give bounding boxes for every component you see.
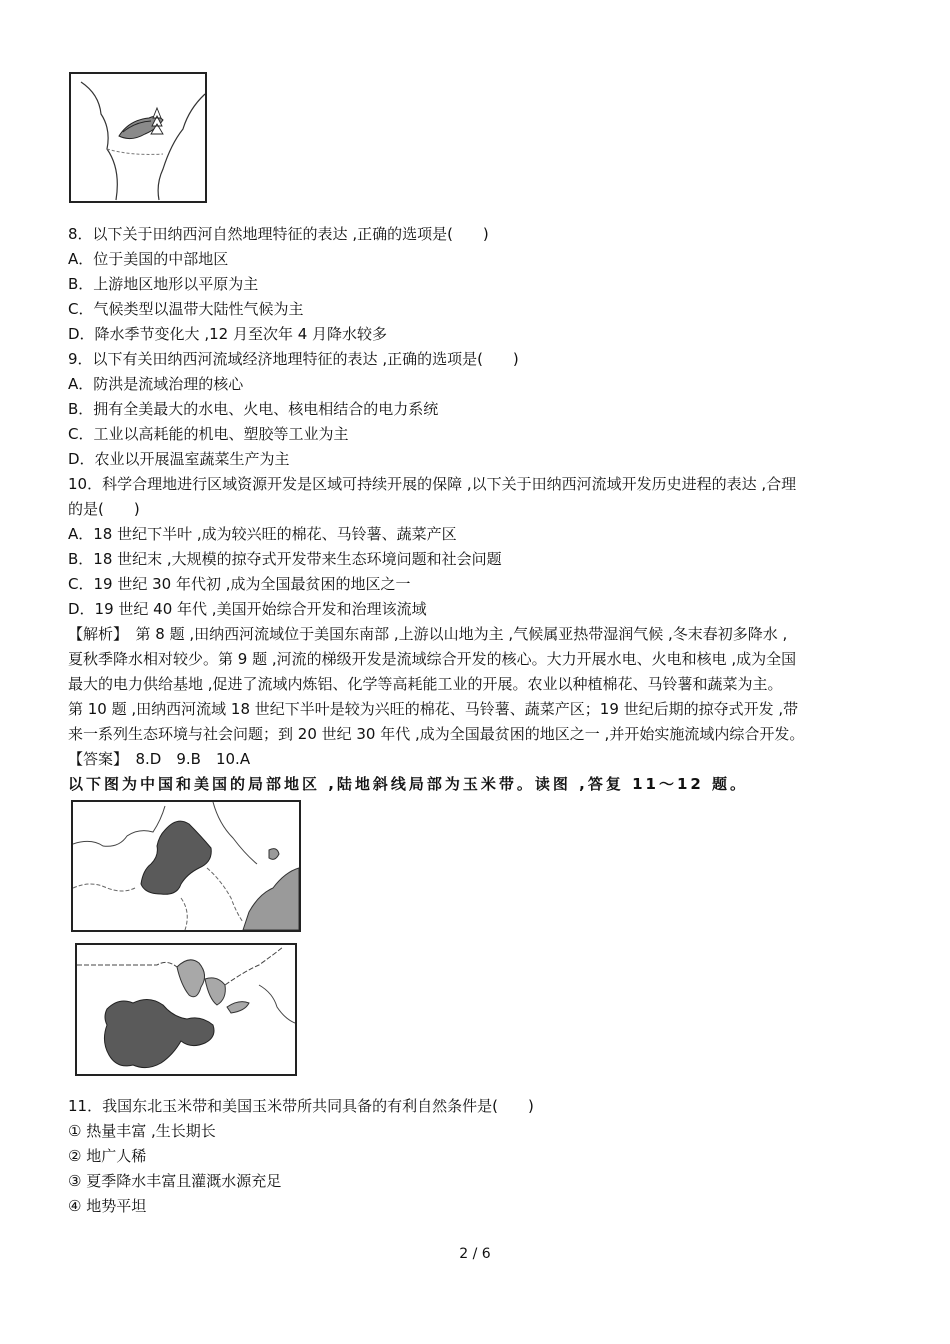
china-corn-belt-map: [71, 800, 301, 932]
q11-option-4: ④ 地势平坦: [68, 1197, 147, 1215]
q11-option-2: ② 地广人稀: [68, 1147, 147, 1165]
q10-option-d: D．19 世纪 40 年代 ,美国开始综合开发和治理该流域: [68, 600, 427, 618]
analysis-line: 夏秋季降水相对较少。第 9 题 ,河流的梯级开发是流域综合开发的核心。大力开展水电、火电和核电 ,成为全国: [68, 650, 797, 668]
q9-option-d: D．农业以开展温室蔬菜生产为主: [68, 450, 290, 468]
question-10-stem: 10．科学合理地进行区域资源开发是区域可持续开展的保障 ,以下关于田纳西河流域开发历史进程的表达 ,合理: [68, 475, 797, 493]
question-10-stem-cont: 的是( ): [68, 500, 140, 518]
q9-option-a: A．防洪是流域治理的核心: [68, 375, 244, 393]
q11-option-1: ① 热量丰富 ,生长期长: [68, 1122, 216, 1140]
us-corn-belt-map: [75, 943, 297, 1076]
q8-option-b: B．上游地区地形以平原为主: [68, 275, 259, 293]
q9-option-c: C．工业以高耗能的机电、塑胶等工业为主: [68, 425, 349, 443]
analysis-line: 最大的电力供给基地 ,促进了流域内炼铝、化学等高耗能工业的开展。农业以种植棉花、马铃薯和蔬菜为主。: [68, 675, 783, 693]
answer-line: 【答案】 8.D 9.B 10.A: [68, 750, 251, 768]
q10-option-c: C．19 世纪 30 年代初 ,成为全国最贫困的地区之一: [68, 575, 411, 593]
q8-option-c: C．气候类型以温带大陆性气候为主: [68, 300, 304, 318]
analysis-line: 第 10 题 ,田纳西河流域 18 世纪下半叶是较为兴旺的棉花、马铃薯、蔬菜产区；19 世纪后期的掠夺式开发 ,带: [68, 700, 799, 718]
page-number: 2 / 6: [459, 1246, 491, 1262]
q8-option-d: D．降水季节变化大 ,12 月至次年 4 月降水较多: [68, 325, 388, 343]
intro-11-12: 以下图为中国和美国的局部地区 ,陆地斜线局部为玉米带。读图 ,答复 11～12 题。: [68, 775, 749, 793]
q11-option-3: ③ 夏季降水丰富且灌溉水源充足: [68, 1172, 282, 1190]
question-8-stem: 8．以下关于田纳西河自然地理特征的表达 ,正确的选项是( ): [68, 225, 489, 243]
question-9-stem: 9．以下有关田纳西河流域经济地理特征的表达 ,正确的选项是( ): [68, 350, 519, 368]
q10-option-a: A．18 世纪下半叶 ,成为较兴旺的棉花、马铃薯、蔬菜产区: [68, 525, 457, 543]
analysis-line: 【解析】 第 8 题 ,田纳西河流域位于美国东南部 ,上游以山地为主 ,气候属亚热带湿润气候 ,冬末春初多降水 ,: [68, 625, 788, 643]
q10-option-b: B．18 世纪末 ,大规模的掠夺式开发带来生态环境问题和社会问题: [68, 550, 502, 568]
tennessee-basin-map: [69, 72, 207, 203]
q8-option-a: A．位于美国的中部地区: [68, 250, 229, 268]
question-11-stem: 11．我国东北玉米带和美国玉米带所共同具备的有利自然条件是( ): [68, 1097, 534, 1115]
q9-option-b: B．拥有全美最大的水电、火电、核电相结合的电力系统: [68, 400, 439, 418]
analysis-line: 来一系列生态环境与社会问题；到 20 世纪 30 年代 ,成为全国最贫困的地区之一 ,并开始实施流域内综合开发。: [68, 725, 805, 743]
